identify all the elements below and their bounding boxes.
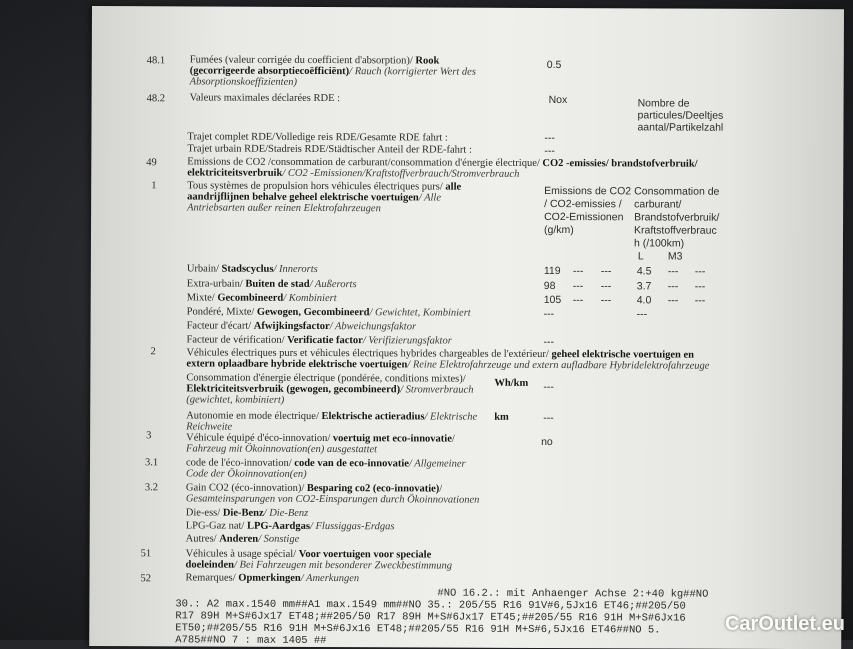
row-number: 3 [146,430,152,442]
row-text: Trajet urbain RDE/Stadreis RDE/Städtischer Anteil der RDE-fahrt : [187,143,472,156]
row-text: Véhicules électriques purs et véhicules électriques hybrides chargeables de l'extérieur/ geheel elektrische voertuigen en [186,347,695,361]
value: 119 [543,264,561,278]
value: --- [694,265,706,278]
row-text: Gain CO2 (éco-innovation)/ Besparing co2 (eco-innovatie)/ [185,482,443,495]
row-text: elektriciteitsverbruik/ CO2 -Emissionen/Kraftstoffverbrauch/Stromverbrauch [187,167,520,180]
column-header: M3 [667,250,683,263]
column-header: h (/100km) [633,237,685,250]
row-text: Autonomie en mode électrique/ Elektrische actieradius/ Elektrische [186,410,478,423]
row-number: 52 [140,573,152,585]
value: --- [667,280,679,293]
column-header: L [637,250,644,263]
row-text-italic: Gesamteinsparungen von CO2-Einsparungen durch Ökoinnovationen [185,493,480,506]
unit-label: km [494,411,509,423]
value: --- [600,280,612,293]
value: 105 [543,293,562,307]
column-header: (g/km) [544,223,574,237]
remarks-line: #NO 16.2.: mit Anhaenger Achse 2:+40 kg##NO [437,587,709,601]
row-text: Facteur de vérification/ Verificatie factor/ Verifizierungsfaktor [186,334,452,347]
row-text: Autres/ Anderen/ Sonstige [185,533,300,545]
column-header: aantal/Partikelzahl [637,121,724,134]
row-text: extern oplaadbare hybride elektrische voertuigen/ Reine Elektrofahrzeuge und extern aufladbare Hybridelektrofahrzeuge [186,358,710,372]
column-header: Nombre de [637,97,690,110]
row-text: Facteur d'écart/ Afwijkingsfactor/ Abweichungsfaktor [186,320,417,333]
row-text: LPG-Gaz nat/ LPG-Aardgas/ Flussiggas-Erdgas [185,520,395,533]
value: --- [667,265,679,278]
row-number: 49 [146,157,157,169]
value: 3.7 [636,280,652,293]
watermark-logo: CarOutlet.eu [724,613,845,635]
row-text: code de l'éco-innovation/ code van de eco-innovatie/ Allgemeiner [185,457,466,470]
row-text: Emissions de CO2 /consommation de carburant/consommation d'énergie électrique/ CO2 -emissies/ brandstofverbruik/ [187,156,698,170]
remarks-line: 30.: A2 max.1540 mm##A1 max.1549 mm##NO 35.: 205/55 R16 91V#6,5Jx16 ET46;##205/50 [175,598,686,613]
row-text: Véhicules à usage spécial/ Voor voertuigen voor speciale [185,548,432,561]
row-number: 51 [140,548,152,560]
row-text-italic: Code der Ökoinnovation(en) [185,468,307,480]
value: --- [572,265,584,278]
row-number: 1 [151,180,157,192]
row-number: 3.1 [144,457,159,469]
row-text-italic: Absorptionskoeffizienten) [189,76,298,88]
row-number: 3.2 [144,482,159,494]
column-header: / CO2-emissies / [544,197,622,211]
value: --- [572,280,584,293]
value: --- [600,265,612,278]
row-text: Trajet complet RDE/Volledige reis RDE/Gesamte RDE fahrt : [187,131,448,144]
column-header: particules/Deeltjes [637,109,724,122]
value: --- [694,294,706,307]
column-header: Emissions de CO2 [544,184,632,198]
row-text: Remarques/ Opmerkingen/ Amerkungen [185,572,360,585]
value: --- [544,144,555,158]
row-text: aandrijflijnen behalve geheel elektrische voertuigen/ Alle [187,191,442,204]
row-text: (gecorrigeerde absorptiecoëfficiënt)/ Rauch (korrigierter Wert des [189,65,476,78]
unit-label: Wh/km [494,377,529,389]
value: --- [572,294,584,307]
value: --- [543,335,555,349]
row-text: Fumées (valeur corrigée du coefficient d'absorption)/ Rook [189,54,440,67]
column-header: Brandstofverbruik/ [634,211,720,224]
remarks-line: A785##NO 7 : max 1405 ## [175,634,327,648]
value: --- [694,280,706,293]
row-text: Urbain/ Stadscyclus/ Innerorts [186,263,318,275]
row-text: Valeurs maximales déclarées RDE : [189,92,341,105]
column-header: Nox [548,93,568,107]
row-text-italic: (gewichtet, kombiniert) [186,394,285,406]
remarks-line: ET50;##205/55 R16 91H M+S#6Jx16 ET48;##205/55 R16 91H M+S#6,5Jx16 ET46##NO 5. [175,622,661,637]
row-text: Pondéré, Mixte/ Gewogen, Gecombineerd/ Gewichtet, Kombiniert [186,306,471,319]
row-text-italic: Reichweite [186,421,233,433]
value: --- [600,294,612,307]
value: --- [543,380,554,394]
value: 98 [543,279,556,293]
row-text: Elektriciteitsverbruik (gewogen, gecombineerd)/ Stromverbrauch [186,383,474,396]
value: --- [543,307,555,321]
row-text: Véhicule équipé d'éco-innovation/ voertuig met eco-innovatie/ [186,432,455,445]
row-text-italic: Antriebsarten außer reinen Elektrofahrzeugen [187,202,381,215]
row-number: 48.1 [146,55,166,67]
value: no [541,435,553,449]
value: 4.5 [636,265,652,278]
row-text-italic: Fahrzeug mit Ökoinnovation(en) ausgestattet [186,443,378,456]
column-header: CO2-Emissionen [544,210,624,224]
row-number: 48.2 [146,93,165,105]
value: --- [544,131,555,145]
row-number: 2 [150,346,156,358]
value: --- [636,308,648,321]
row-text: Die-ess/ Die-Benz/ Die-Benz [185,507,309,519]
remarks-line: R17 89H M+S#6Jx17 ET48;##205/50 R17 89H M+S#6Jx17 ET45;##205/55 R16 91H M+S#6Jx16 [175,610,686,625]
row-text: doeleinden/ Bei Fahrzeugen mit besonderer Zweckbestimmung [185,559,453,572]
value: --- [667,294,679,307]
row-text: Extra-urbain/ Buiten de stad/ Außerorts [186,278,357,291]
value: 0.5 [546,58,562,72]
column-header: Kraftstoffverbrauc [634,224,717,237]
column-header: Consommation de [634,185,720,198]
row-text: Tous systèmes de propulsion hors véhicules électriques purs/ alle [187,180,462,193]
document-page [89,6,844,649]
row-text: Mixte/ Gecombineerd/ Kombiniert [186,292,337,305]
value: --- [543,411,554,425]
column-header: carburant/ [634,198,682,211]
row-text: Consommation d'énergie électrique (pondérée, conditions mixtes)/ [186,372,466,385]
value: 4.0 [636,294,652,307]
